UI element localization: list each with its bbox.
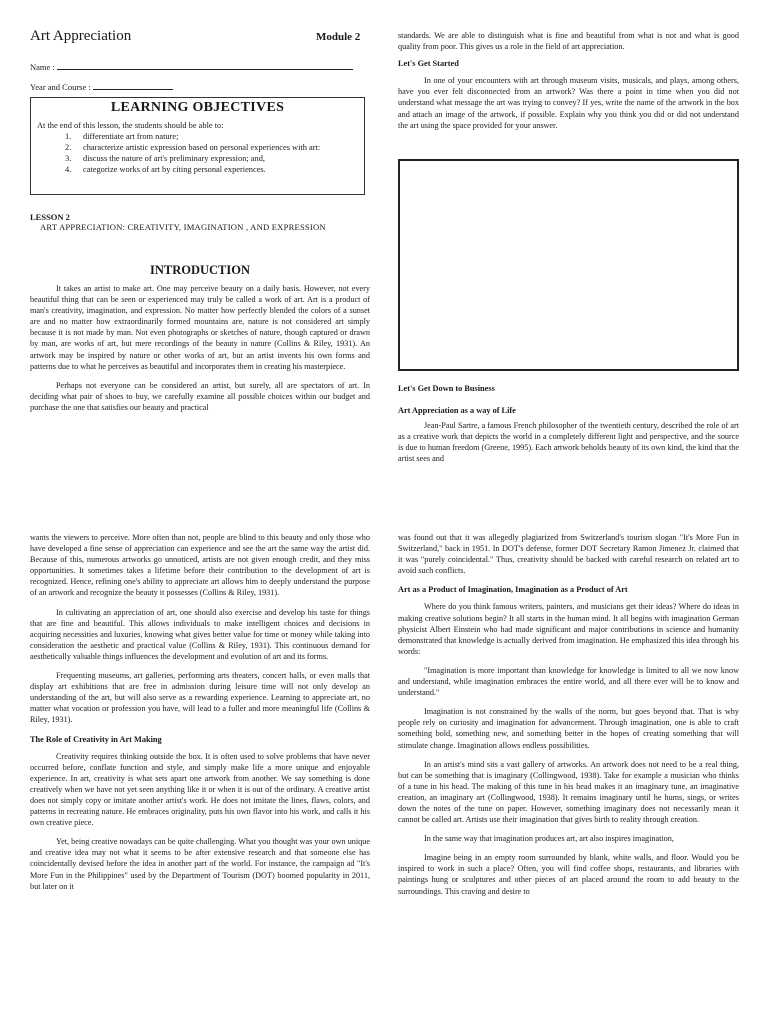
- paragraph: Where do you think famous writers, painters, and musicians get their ideas? Where do ideas in making creative solutions begin? It all starts in the human mind. It all begins with imagination German physicist Albert Einstein who had made significant and major contributions in science and humanity demonstrated that knowledge is actually derived from imagination. He emphasized this idea through his words:: [398, 602, 739, 656]
- module-label: Module 2: [316, 31, 361, 43]
- paragraph: was found out that it was allegedly plagiarized from Switzerland's tourism slogan "It's More Fun in Switzerland," back in 1951. In DOT's defense, former DOT Secretary Ramon Jimenez Jr. claimed that it was "purely coincidental." Thus, creativity should be backed with careful research on related art to avoid such conflicts.: [398, 533, 739, 576]
- page-two: [0, 512, 768, 1024]
- paragraph: Imagination is not constrained by the walls of the norm, but goes beyond that. That is why people rely on curiosity and imagination for advancement. Through imagination, one is able to craft something bold, something new, and something better in the hopes of creating something that will stimulate change. Imagination allows endless possibilities.: [398, 707, 739, 750]
- paragraph: Perhaps not everyone can be considered an artist, but surely, all are spectators of art. In deciding what pair of shoes to buy, we carefully examine all possible choices within our budget and purchase the one that satisfies our beauty and practical: [30, 380, 370, 412]
- introduction-heading: INTRODUCTION: [149, 263, 250, 277]
- name-blank[interactable]: [57, 60, 353, 70]
- paragraph: In one of your encounters with art through museum visits, musicals, and plays, among others, have you ever felt disconnected from an artwork? Was there a point in time when you did not understand what message the art was trying to convey? If yes, write the name of the artwork in the box and attach an image of the artwork, if possible. Explain why you think you did or did not understand the art using the space provided for your answer.: [398, 76, 739, 130]
- paragraph: In the same way that imagination produces art, art also inspires imagination,: [424, 834, 674, 844]
- lesson-label: LESSON 2: [30, 212, 70, 222]
- section-heading-creativity: The Role of Creativity in Art Making: [30, 734, 162, 744]
- paragraph: Imagine being in an empty room surrounded by blank, white walls, and floor. Would you be inspired to work in such a place? Often, you will find coffee shops, restaurants, and libraries with paintings hung or sculptures and other pieces of art placed around the room to add beauty to the surroundings. This craving and desire to: [398, 853, 739, 896]
- objective-item: 4. categorize works of art by citing personal experiences.: [65, 165, 266, 174]
- objective-item: 2. characterize artistic expression based on personal experiences with art:: [65, 143, 321, 152]
- right-column: [398, 532, 739, 905]
- section-heading-way-of-life: Art Appreciation as a way of Life: [398, 406, 516, 416]
- objective-item: 3. discuss the nature of art's preliminary expression; and,: [65, 154, 265, 163]
- objectives-intro: At the end of this lesson, the students should be able to:: [37, 121, 224, 130]
- paragraph: It takes an artist to make art. One may perceive beauty on a daily basis. However, not every beautiful thing that can be seen or experienced may truly be called a work of art. Art is a product of man's creativity, imagination, and expression. No matter how perfectly blended the colors of a sunset are and no matter how extraordinarily formed mountains are, nature is not considered art simply because it is not made by man. Not even photographs or sketches of nature, though captured or drawn by man, are works of art, but mere recordings of the beauty in nature (Collins & Riley, 1931). An artwork may be inspired by nature or other works of art, but an artist invents his own forms and patterns due to what he perceives as beautiful and incorporates them in creating his masterpiece.: [30, 284, 370, 371]
- paragraph: Yet, being creative nowadays can be quite challenging. What you thought was your own unique and creative idea may not what it seems to be after extensive research and that someone else has coincidentally devised before the idea in another part of the world. For instance, the campaign ad "It's More Fun in the Philippines" used by the Department of Tourism (DOT) boomed popularity in 2011, but later on it: [30, 837, 370, 891]
- name-line: [30, 60, 353, 72]
- paragraph: In cultivating an appreciation of art, one should also exercise and develop his taste for things that are fine and beautiful. This allows individuals to make intelligent choices and decisions in acquiring necessities and luxuries, knowing what gives better value for time or money while taking into consideration the aesthetic and practical value (Collins & Riley, 1931). This continuous demand for aesthetically valuable things influences the development and evolution of art and its forms.: [30, 607, 370, 661]
- introduction-body: [30, 283, 370, 421]
- paragraph: Creativity requires thinking outside the box. It is often used to solve problems that have never occurred before, conflate function and style, and simply make life a more unique and enjoyable experience. In art, creativity is what sets apart one artwork from another. We say something is done creatively when we have not yet seen anything like it or when it is out of the ordinary. A creative artist does not simply copy or imitate another artist's work. He does not imitate the lines, flaws, colors, and patterns in recreating nature. He embraces originality, puts his own flavor into his work, and calls it his own creative piece.: [30, 751, 370, 828]
- learning-objectives-box: [30, 97, 365, 195]
- section-heading-lets-get-started: Let's Get Started: [398, 59, 459, 69]
- right-column-bottom: [398, 383, 739, 473]
- paragraph: Jean-Paul Sartre, a famous French philosopher of the twentieth century, described the role of art as a creative work that depicts the world in a completely different light and perspective, and the source is due to human freedom (Greene, 1995). Each artwork beholds beauty of its own kind, the kind that the artist sees and: [398, 421, 739, 464]
- quote-paragraph: "Imagination is more important than knowledge for knowledge is limited to all we now know and understand, while imagination embraces the entire world, and all there ever will be to know and understand.": [398, 665, 739, 698]
- lesson-title: ART APPRECIATION: CREATIVITY, IMAGINATION , AND EXPRESSION: [40, 222, 326, 232]
- paragraph: wants the viewers to perceive. More often than not, people are blind to this beauty and only those who have developed a fine sense of appreciation can experience and see the art the same way the artist did. Because of this, numerous artworks go unnoticed, artists are not given enough credit, and they miss opportunities. It sometimes takes a lifetime before their contribution to the development of art is recognized. Hence, refining one's ability to appreciate art allows him to deeply understand the purpose of an artwork and recognize the beauty it possesses (Collins & Riley, 1931).: [30, 533, 370, 598]
- objective-item: 1. differentiate art from nature;: [65, 132, 179, 141]
- year-course-blank[interactable]: [93, 80, 173, 90]
- objectives-list: [65, 131, 364, 175]
- paragraph: Frequenting museums, art galleries, performing arts theaters, concert halls, or even malls that display art exhibitions that are free in admission during leisure time will not only develop an understanding of the art, but will also serve as a rewarding experience. Learning to appreciate art, no matter what vocation or profession you have, will lead to a fuller and more meaningful life (Collins & Riley, 1931).: [30, 671, 370, 725]
- learning-objectives-heading: LEARNING OBJECTIVES: [110, 100, 285, 115]
- right-column-top: [398, 30, 739, 139]
- name-label: Name :: [30, 62, 55, 72]
- section-heading-lets-get-down: Let's Get Down to Business: [398, 384, 495, 393]
- section-heading-imagination: Art as a Product of Imagination, Imagination as a Product of Art: [398, 585, 628, 595]
- left-column: [30, 532, 370, 900]
- document-title: Art Appreciation: [30, 28, 132, 44]
- year-course-line: [30, 80, 173, 92]
- artwork-answer-box[interactable]: [398, 159, 739, 371]
- paragraph: In an artist's mind sits a vast gallery of artworks. An artwork does not need to be a real thing, but can be something that is imaginary (Collingwood, 1938). Take for example a musician who thinks of a tune in his head. The making of this tune in his head makes it an imaginary tune, an imaginative creation, an imaginary art (Collingwood, 1938). It remains imaginary until he hums, sings, or writes down the notes of the tune on paper. However, something imaginary does not necessarily mean it cannot be called art. Artists use their imagination that gives birth to reality through creation.: [398, 759, 739, 825]
- paragraph: standards. We are able to distinguish what is fine and beautiful from what is not and what is good quality from poor. This gives us a role in the field of art appreciation.: [398, 31, 739, 52]
- year-course-label: Year and Course :: [30, 82, 91, 92]
